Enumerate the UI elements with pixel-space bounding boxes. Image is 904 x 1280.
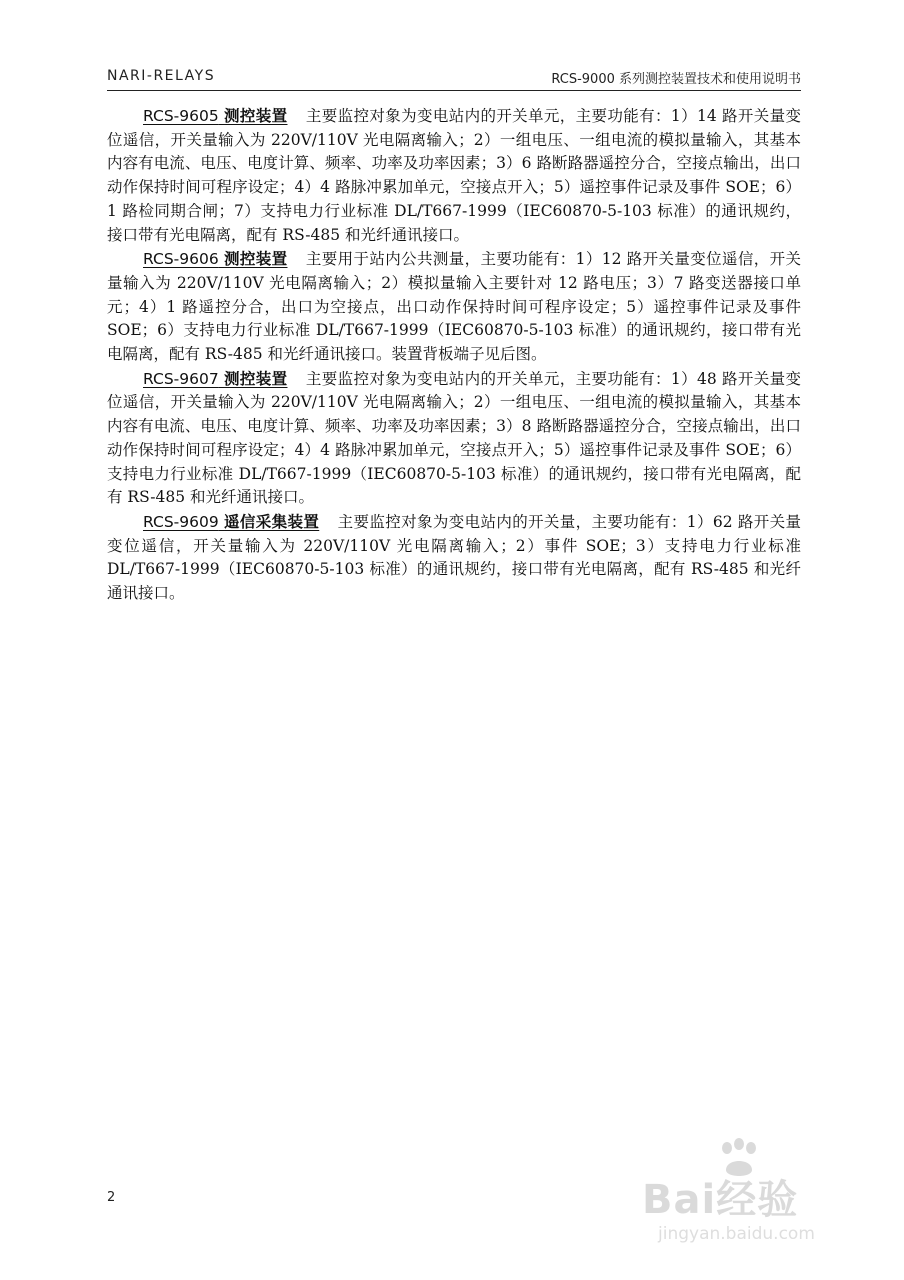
model-name: 遥信采集装置 — [224, 511, 320, 531]
model-heading — [143, 513, 319, 531]
body-text — [107, 104, 801, 606]
model-heading — [143, 107, 288, 125]
paragraph-text: 主要监控对象为变电站内的开关单元，主要功能有：1）48 路开关量变位遥信，开关量输入为 220V/110V 光电隔离输入；2）一组电压、一组电流的模拟量输入，其基本内容有电流、电压、电度计算、频率、功率及功率因素；3）8 路断路器遥控分合，空接点输出，出口动作保持时间可程序设定；4）4 路脉冲累加单元，空接点开入；5）遥控事件记录及事件 SOE；6）支持电力行业标准 DL/T667-1999（IEC60870-5-103 标准）的通讯规约，接口带有光电隔离，配有 RS-485 和光纤通讯接口。 — [107, 369, 801, 507]
model-name: 测控装置 — [224, 106, 288, 125]
page-number: 2 — [107, 1190, 116, 1205]
model-name: 测控装置 — [224, 368, 288, 388]
paragraph-text: 主要用于站内公共测量，主要功能有：1）12 路开关量变位遥信，开关量输入为 220V/110V 光电隔离输入；2）模拟量输入主要针对 12 路电压；3）7 路变送器接口单元；4）1 路遥控分合，出口为空接点，出口动作保持时间可程序设定；5）遥控事件记录及事件 SOE；6）支持电力行业标准 DL/T667-1999（IEC60870-5-103 标准）的通讯规约，接口带有光电隔离，配有 RS-485 和光纤通讯接口。装置背板端子见后图。 — [107, 250, 801, 364]
model-name: 测控装置 — [224, 249, 288, 269]
baidu-watermark — [638, 1138, 858, 1266]
watermark-url: jingyan.baidu.com — [658, 1224, 815, 1244]
document-title: RCS-9000 系列测控装置技术和使用说明书 — [551, 72, 801, 87]
paragraph-rcs-9607 — [107, 367, 801, 510]
paragraph-rcs-9605 — [107, 104, 801, 247]
paragraph-text: 主要监控对象为变电站内的开关量，主要功能有：1）62 路开关量变位遥信，开关量输入为 220V/110V 光电隔离输入；2）事件 SOE；3）支持电力行业标准 DL/T667-1999（IEC60870-5-103 标准）的通讯规约，接口带有光电隔离，配有 RS-485 和光纤通讯接口。 — [107, 512, 802, 603]
model-code: RCS-9607 — [143, 369, 219, 388]
paragraph-rcs-9606 — [107, 247, 801, 367]
paragraph-text: 主要监控对象为变电站内的开关单元，主要功能有：1）14 路开关量变位遥信，开关量输入为 220V/110V 光电隔离输入；2）一组电压、一组电流的模拟量输入，其基本内容有电流、电压、电度计算、频率、功率及功率因素；3）6 路断路器遥控分合，空接点输出，出口动作保持时间可程序设定；4）4 路脉冲累加单元，空接点开入；5）遥控事件记录及事件 SOE；6）1 路检同期合闸；7）支持电力行业标准 DL/T667-1999（IEC60870-5-103 标准）的通讯规约，接口带有光电隔离，配有 RS-485 和光纤通讯接口。 — [107, 107, 801, 244]
model-code: RCS-9609 — [143, 512, 219, 531]
model-heading — [143, 250, 288, 268]
page-header — [107, 66, 801, 91]
model-heading — [143, 370, 288, 388]
paragraph-rcs-9609 — [107, 510, 801, 606]
watermark-brand: Bai经验 — [642, 1177, 799, 1223]
model-code: RCS-9605 — [143, 107, 219, 125]
company-name: NARI-RELAYS — [107, 68, 216, 84]
model-code: RCS-9606 — [143, 250, 219, 269]
